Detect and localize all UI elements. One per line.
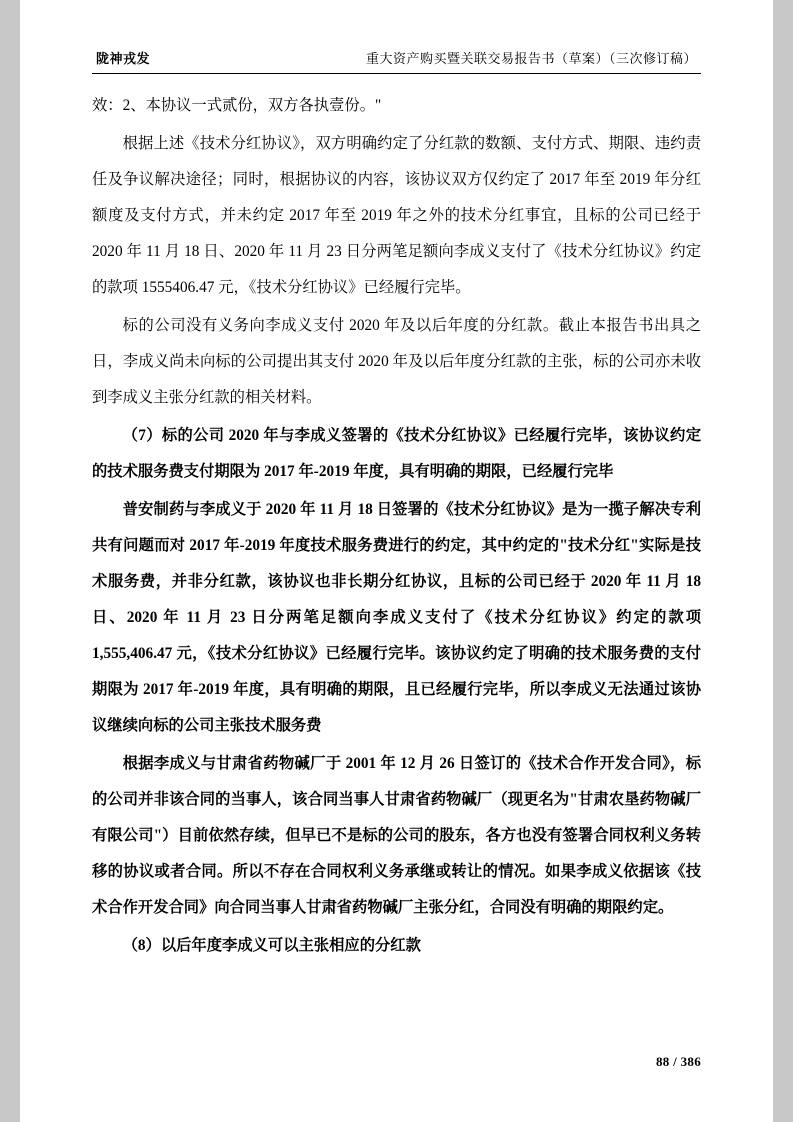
paragraph-1: 效：2、本协议一式贰份，双方各执壹份。" [92,97,382,114]
header-company-name: 陇神戎发 [96,51,151,66]
page-header [92,48,701,74]
document-page [20,0,773,1122]
paragraph-3: 标的公司没有义务向李成义支付 2020 年及以后年度的分红款。截止本报告书出具之日，李成义尚未向标的公司提出其支付 2020 年及以后年度分红款的主张，标的公司亦未收到李成义主张分红款的相关材料。 [92,317,701,406]
paragraph-4-heading-7: （7）标的公司 2020 年与李成义签署的《技术分红协议》已经履行完毕，该协议约定的技术服务费支付期限为 2017 年-2019 年度，具有明确的期限，已经履行完毕 [92,427,701,480]
header-document-title: 重大资产购买暨关联交易报告书（草案）（三次修订稿） [365,51,697,66]
paragraph-2: 根据上述《技术分红协议》，双方明确约定了分红款的数额、支付方式、期限、违约责任及争议解决途径；同时，根据协议的内容，该协议双方仅约定了 2017 年至 2019 年分红额度及支付方式，并未约定 2017 年至 2019 年之外的技术分红事宜，且标的公司已经于 2020 年 11 月 18 日、2020 年 11 月 23 日分两笔足额向李成义支付了《技术分红协议》约定的款项 1555406.47 元，《技术分红协议》已经履行完毕。 [92,135,701,296]
paragraph-7-heading-8: （8）以后年度李成义可以主张相应的分红款 [122,937,421,954]
document-body [92,88,701,964]
paragraph-5: 普安制药与李成义于 2020 年 11 月 18 日签署的《技术分红协议》是为一揽子解决专利共有问题而对 2017 年-2019 年度技术服务费进行的约定，其中约定的"技术分红"实际是技术服务费，并非分红款，该协议也非长期分红协议，且标的公司已经于 2020 年 11 月 18 日、2020 年 11 月 23 日分两笔足额向李成义支付了《技术分红协议》约定的款项 1,555,406.47 元，《技术分红协议》已经履行完毕。该协议约定了明确的技术服务费的支付期限为 2017 年-2019 年度，具有明确的期限，且已经履行完毕，所以李成义无法通过该协议继续向标的公司主张技术服务费 [92,501,701,734]
page-number: 88 / 386 [655,1054,701,1069]
paragraph-6: 根据李成义与甘肃省药物碱厂于 2001 年 12 月 26 日签订的《技术合作开发合同》，标的公司并非该合同的当事人，该合同当事人甘肃省药物碱厂（现更名为"甘肃农垦药物碱厂有限公司"）目前依然存续，但早已不是标的公司的股东，各方也没有签署合同权利义务转移的协议或者合同。所以不存在合同权利义务承继或转让的情况。如果李成义依据该《技术合作开发合同》向合同当事人甘肃省药物碱厂主张分红，合同没有明确的期限约定。 [92,755,701,916]
